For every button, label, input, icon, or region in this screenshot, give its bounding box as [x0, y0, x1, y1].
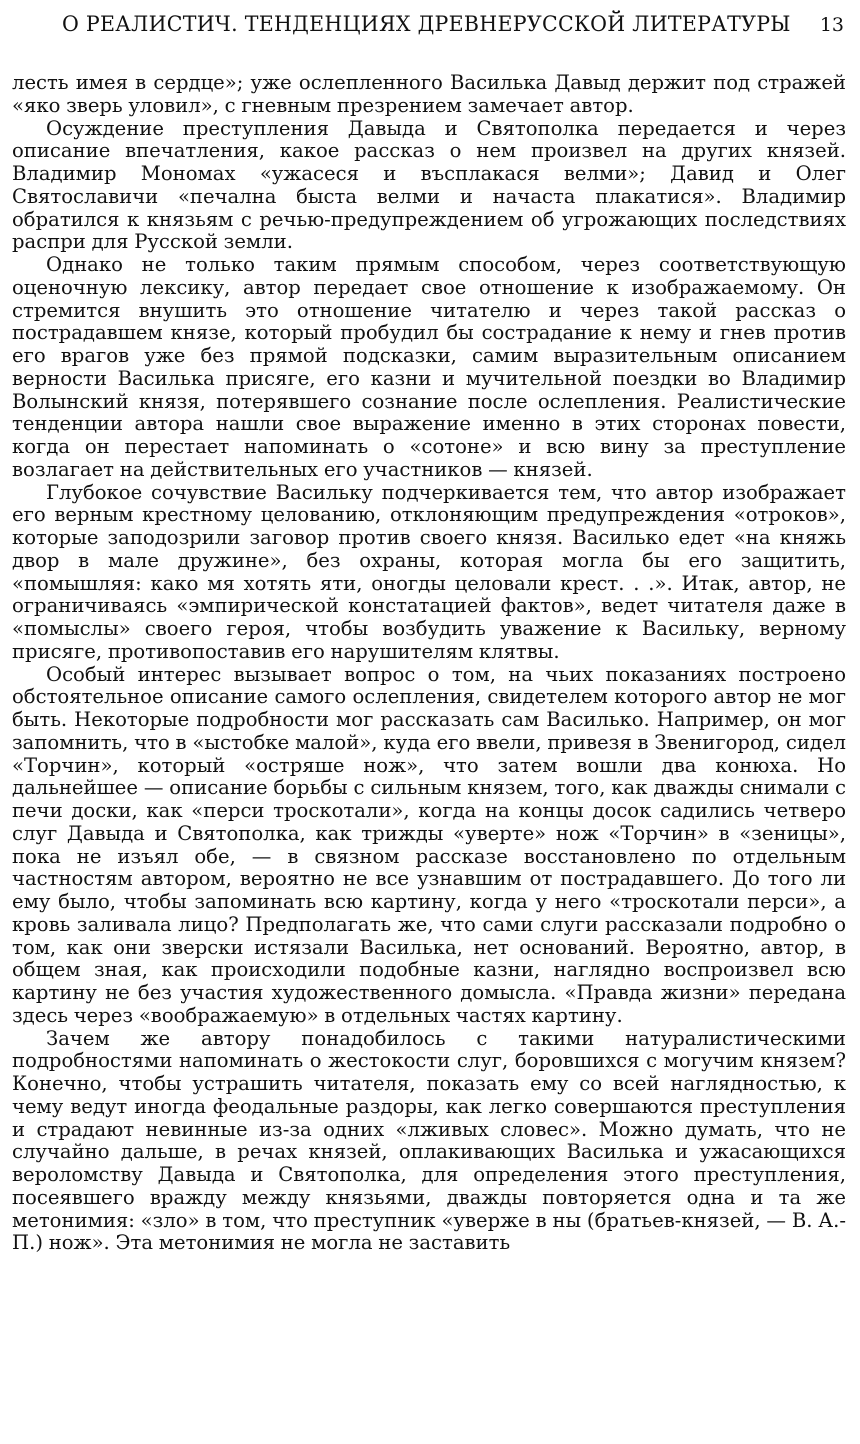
- running-title: О РЕАЛИСТИЧ. ТЕНДЕНЦИЯХ ДРЕВНЕРУССКОЙ ЛИТЕРАТУРЫ: [62, 12, 791, 37]
- running-header: [62, 12, 852, 52]
- paragraph-2: Осуждение преступления Давыда и Святополка передается и через описание впечатления, какое рассказ о нем произвел на других князей. Владимир Мономах «ужасеся и въсплакася велми»; Давид и Олег Святославичи «печална быста велми и начаста плакатися». Владимир обратился к князьям с речью-предупреждением об угрожающих последствиях распри для Русской земли.: [12, 116, 846, 254]
- page-number: 13: [819, 14, 844, 36]
- paragraph-4: Глубокое сочувствие Васильку подчеркивается тем, что автор изображает его верным крестному целованию, отклоняющим предупреждения «отроков», которые заподозрили заговор против своего князя. Василько едет «на княжь двор в мале дружине», без охраны, которая могла бы его защитить, «помышляя: како мя хотять яти, оногды целовали крест. . .». Итак, автор, не ограничиваясь «эмпирической констатацией фактов», ведет читателя даже в «помыслы» своего героя, чтобы возбудить уважение к Васильку, верному присяге, противопоставив его нарушителям клятвы.: [12, 480, 846, 663]
- paragraph-1: лесть имея в сердце»; уже ослепленного Василька Давыд держит под стражей «яко зверь уловил», с гневным презрением замечает автор.: [12, 71, 846, 117]
- paragraph-5: Особый интерес вызывает вопрос о том, на чьих показаниях построено обстоятельное описание самого ослепления, свидетелем которого автор не мог быть. Некоторые подробности мог рассказать сам Василько. Например, он мог запомнить, что в «ыстобке малой», куда его ввели, привезя в Звенигород, сидел «Торчин», который «остряше нож», что затем вошли два конюха. Но дальнейшее — описание борьбы с сильным князем, того, как дважды снимали с печи доски, как «перси троскотали», когда на концы досок садились четверо слуг Давыда и Святополка, как трижды «уверте» нож «Торчин» в «зеницы», пока не изъял обе, — в связном рассказе восстановлено по отдельным частностям автором, вероятно не все узнавшим от пострадавшего. До того ли ему было, чтобы запоминать всю картину, когда у него «троскотали перси», а кровь заливала лицо? Предполагать же, что сами слуги рассказали подробно о том, как они зверски истязали Василька, нет оснований. Вероятно, автор, в общем зная, как происходили подобные казни, наглядно воспроизвел всю картину не без участия художественного домысла. «Правда жизни» передана здесь через «воображаемую» в отдельных частях картину.: [12, 662, 846, 1027]
- paragraph-6: Зачем же автору понадобилось с такими натуралистическими подробностями напоминать о жестокости слуг, боровшихся с могучим князем? Конечно, чтобы устрашить читателя, показать ему со всей наглядностью, к чему ведут иногда феодальные раздоры, как легко совершаются преступления и страдают невинные из-за одних «лживых словес». Можно думать, что не случайно дальше, в речах князей, оплакивающих Василька и ужасающихся вероломству Давыда и Святополка, для определения этого преступления, посеявшего вражду между князьями, дважды повторяется одна и та же метонимия: «зло» в том, что преступник «уверже в ны (братьев-князей, — В. А.-П.) нож». Эта метонимия не могла не заставить: [12, 1026, 846, 1255]
- paragraph-3: Однако не только таким прямым способом, через соответствующую оценочную лексику, автор передает свое отношение к изображаемому. Он стремится внушить это отношение читателю и через такой рассказ о пострадавшем князе, который пробудил бы сострадание к нему и гнев против его врагов уже без прямой подсказки, самим выразительным описанием верности Василька присяге, его казни и мучительной поездки во Владимир Волынский князя, потерявшего сознание после ослепления. Реалистические тенденции автора нашли свое выражение именно в этих сторонах повести, когда он перестает напоминать о «сотоне» и всю вину за преступление возлагает на действительных его участников — князей.: [12, 253, 846, 481]
- body-text: [12, 72, 846, 1255]
